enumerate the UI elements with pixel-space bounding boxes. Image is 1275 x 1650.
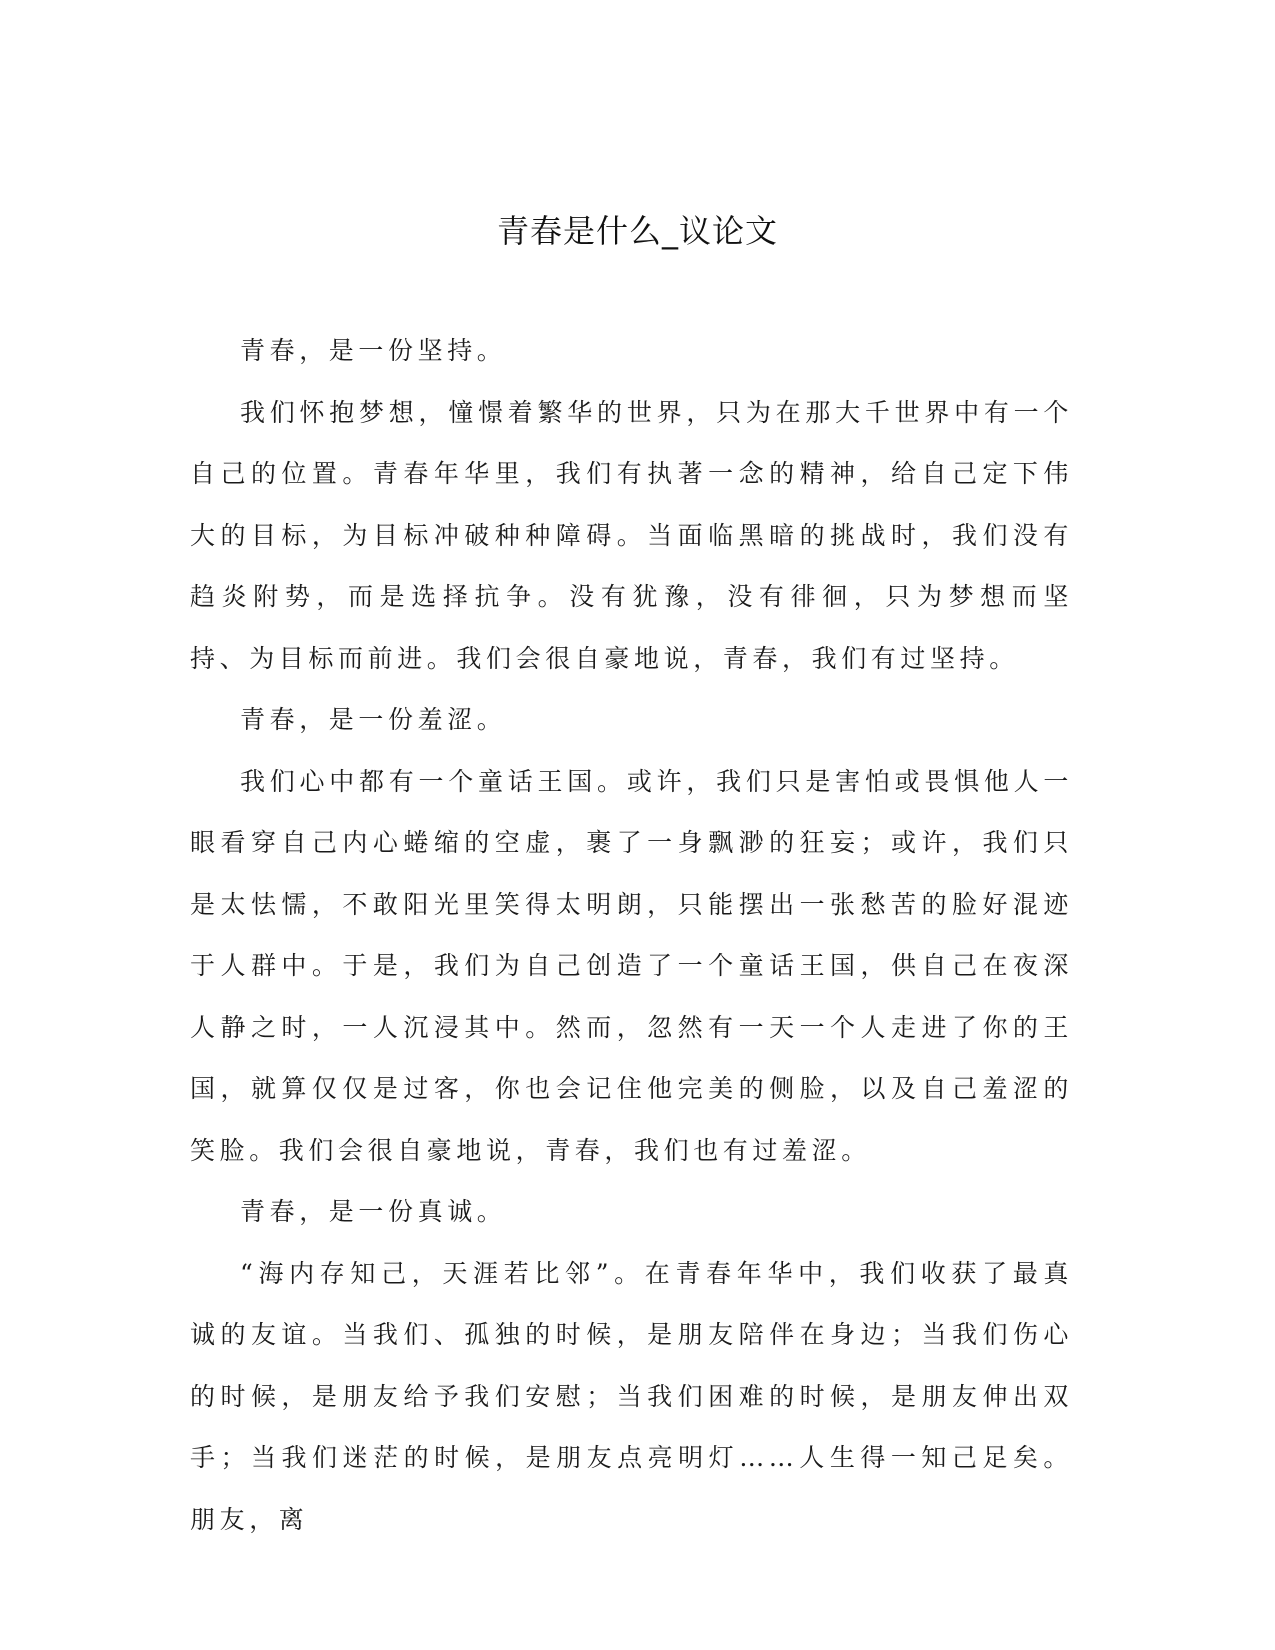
paragraph: 青春，是一份羞涩。 xyxy=(240,705,507,734)
paragraph: “海内存知己，天涯若比邻”。在青春年华中，我们收获了最真诚的友谊。当我们、孤独的时候，是朋友陪伴在身边；当我们伤心的时候，是朋友给予我们安慰；当我们困难的时候，是朋友伸出双手；当我们迷茫的时候，是朋友点亮明灯……人生得一知己足矣。朋友，离 xyxy=(190,1258,1073,1534)
paragraph: 我们怀抱梦想，憧憬着繁华的世界，只为在那大千世界中有一个自己的位置。青春年华里，我们有执著一念的精神，给自己定下伟大的目标，为目标冲破种种障碍。当面临黑暗的挑战时，我们没有趋炎附势，而是选择抗争。没有犹豫，没有徘徊，只为梦想而坚持、为目标而前进。我们会很自豪地说，青春，我们有过坚持。 xyxy=(190,397,1073,673)
paragraph: 我们心中都有一个童话王国。或许，我们只是害怕或畏惧他人一眼看穿自己内心蜷缩的空虚，裹了一身飘渺的狂妄；或许，我们只是太怯懦，不敢阳光里笑得太明朗，只能摆出一张愁苦的脸好混迹于人群中。于是，我们为自己创造了一个童话王国，供自己在夜深人静之时，一人沉浸其中。然而，忽然有一天一个人走进了你的王国，就算仅仅是过客，你也会记住他完美的侧脸，以及自己羞涩的笑脸。我们会很自豪地说，青春，我们也有过羞涩。 xyxy=(190,766,1073,1165)
document-body xyxy=(190,320,1073,1550)
document-title: 青春是什么_议论文 xyxy=(496,212,778,250)
paragraph: 青春，是一份坚持。 xyxy=(240,336,507,365)
paragraph: 青春，是一份真诚。 xyxy=(240,1197,507,1226)
